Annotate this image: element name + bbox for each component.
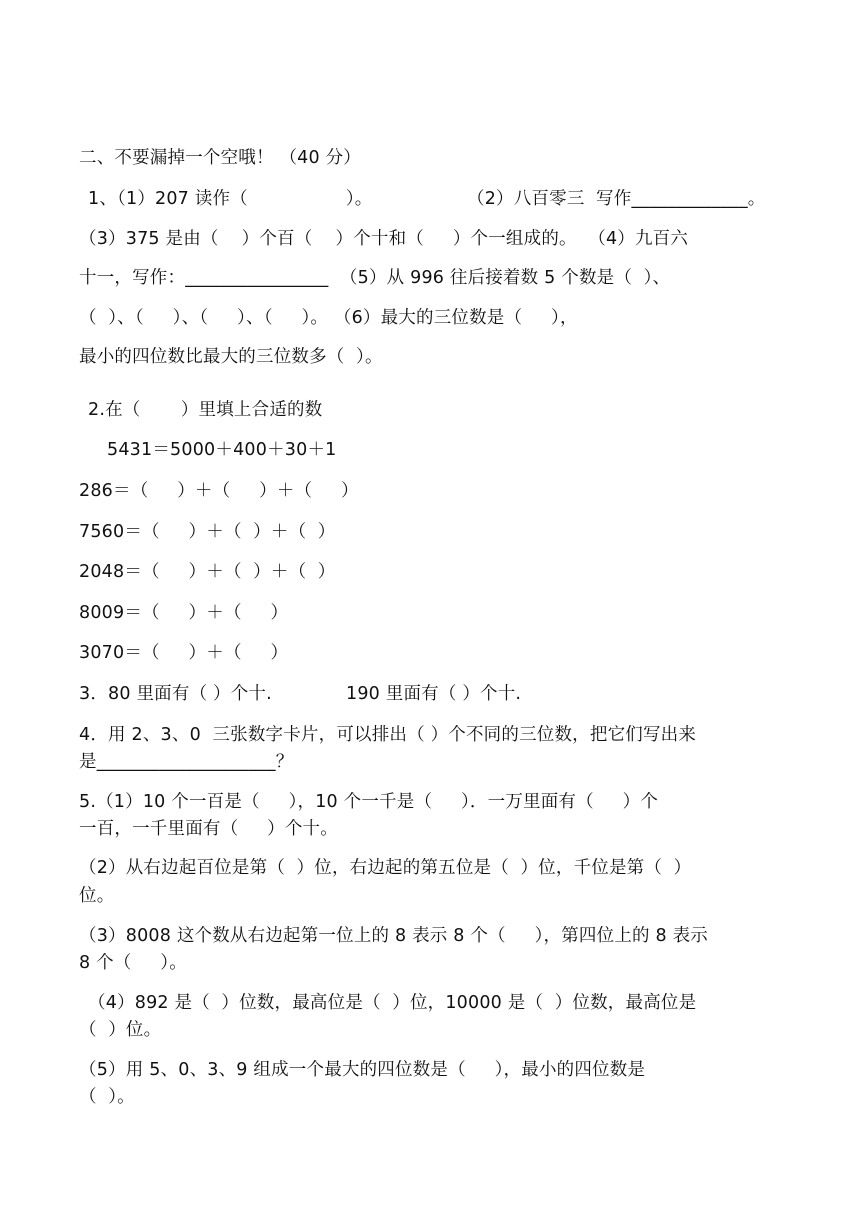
q4-line1: 4．用 2、3、0 三张数字卡片，可以排出（ ）个不同的三位数，把它们写出来 — [79, 725, 697, 745]
q2-title: 2.在（ ）里填上合适的数 — [88, 400, 323, 420]
q2-row: 286＝（ ）＋（ ）＋（ ） — [79, 481, 359, 501]
q5-p3-line1: （3）8008 这个数从右边起第一位上的 8 表示 8 个（ ），第四位上的 8 表示 — [79, 926, 708, 946]
q1-line5: 最小的四位数比最大的三位数多（ ）。 — [79, 347, 383, 367]
q1-line4: （ ）、（ ）、（ ）、（ ）。 （6）最大的三位数是（ ）， — [79, 308, 578, 328]
q5-p2-line1: （2）从右边起百位是第（ ）位，右边起的第五位是（ ）位，千位是第（ ） — [79, 858, 692, 878]
q3-part-a: 3．80 里面有（ ）个十. — [79, 684, 272, 704]
q5-p1-line1: 5.（1）10 个一百是（ ），10 个一千是（ ）．一万里面有（ ）个 — [79, 792, 659, 812]
q2-example: 5431＝5000＋400＋30＋1 — [107, 440, 337, 460]
q1-line2: （3）375 是由（ ）个百（ ）个十和（ ）个一组成的。 （4）九百六 — [79, 229, 689, 249]
q4-line2: 是____________________？ — [79, 752, 294, 772]
q1-part1: 1、（1）207 读作（ ）。 — [88, 189, 373, 209]
q5-p1-line2: 一百，一千里面有（ ）个十。 — [79, 819, 338, 839]
q5-p4-line1: （4）892 是（ ）位数，最高位是（ ）位，10000 是（ ）位数，最高位是 — [88, 993, 697, 1013]
q2-row: 2048＝（ ）＋（ ）＋（ ） — [79, 562, 336, 582]
q5-p5-line2: （ ）。 — [79, 1087, 135, 1107]
q5-p2-line2: 位。 — [79, 886, 115, 906]
q1-line3: 十一，写作：________________ （5）从 996 往后接着数 5 个数是（ ）、 — [79, 268, 671, 288]
q5-p3-line2: 8 个（ ）。 — [79, 953, 187, 973]
q1-part2: （2）八百零三 写作_____________。 — [467, 189, 766, 209]
q2-row: 8009＝（ ）＋（ ） — [79, 603, 289, 623]
q5-p4-line2: （ ）位。 — [79, 1020, 162, 1040]
q2-row: 3070＝（ ）＋（ ） — [79, 643, 289, 663]
q2-row: 7560＝（ ）＋（ ）＋（ ） — [79, 522, 336, 542]
section-title: 二、不要漏掉一个空哦！ （40 分） — [79, 148, 361, 168]
q3-part-b: 190 里面有（ ）个十. — [346, 684, 522, 704]
q5-p5-line1: （5）用 5、0、3、9 组成一个最大的四位数是（ ），最小的四位数是 — [79, 1060, 646, 1080]
